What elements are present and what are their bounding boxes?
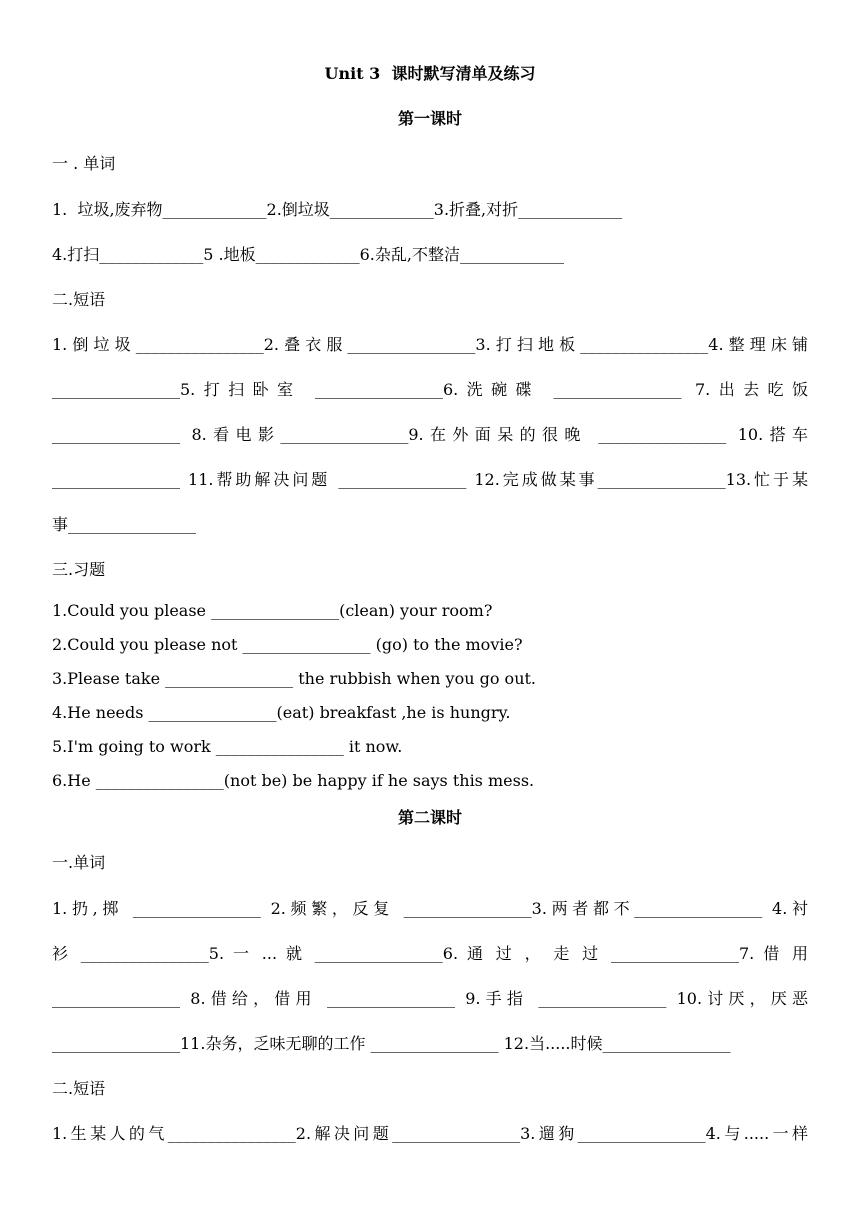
lesson1-phrases-line-5: 事________________ (52, 515, 197, 534)
exercise-item-5: 5.I'm going to work ________________ it now. (52, 737, 403, 756)
lesson2-words-line-1: 1.扔,掷 ________________ 2.频繁，反复 ________________3.两者都不________________ 4.衬 (52, 899, 808, 918)
lesson1-phrases-heading: 二.短语 (52, 290, 106, 309)
lesson2-words-line-3: ________________ 8.借给，借用 ________________ 9.手指 ________________ 10.讨厌，厌恶 (52, 989, 808, 1008)
exercise-item-4: 4.He needs ________________(eat) breakfast ,he is hungry. (52, 703, 511, 722)
lesson2-phrases-heading: 二.短语 (52, 1079, 106, 1098)
lesson2-words-line-2: 衫 ________________5. 一 ... 就 ________________6. 通 过 ， 走 过 ________________7. 借 用 (52, 944, 808, 963)
lesson1-phrases-line-1: 1.倒垃圾________________2.叠衣服________________3.打扫地板________________4.整理床铺 (52, 335, 808, 354)
lesson1-heading: 第一课时 (397, 109, 462, 128)
page-title: Unit 3 课时默写清单及练习 (324, 64, 536, 83)
exercise-item-3: 3.Please take ________________ the rubbish when you go out. (52, 669, 537, 688)
lesson1-words-line-2: 4.打扫_____________5 .地板_____________6.杂乱,不整洁_____________ (52, 245, 564, 264)
lesson2-phrases-line-1: 1.生某人的气________________2.解决问题________________3.遛狗________________4.与.....一样 (52, 1124, 808, 1143)
exercise-item-6: 6.He ________________(not be) be happy if he says this mess. (52, 771, 535, 790)
lesson1-phrases-line-2: ________________5.打扫卧室 ________________6.洗碗碟 ________________ 7.出去吃饭 (52, 380, 808, 399)
lesson2-words-heading: 一.单词 (52, 853, 106, 872)
exercise-item-2: 2.Could you please not ________________ (go) to the movie? (52, 635, 523, 654)
exercise-item-1: 1.Could you please ________________(clean) your room? (52, 601, 493, 620)
lesson1-exercises-heading: 三.习题 (52, 560, 106, 579)
lesson2-heading: 第二课时 (397, 808, 462, 827)
lesson1-words-heading: 一 . 单词 (52, 154, 116, 173)
lesson2-words-line-4: ________________11.杂务，乏味无聊的工作 ________________ 12.当.....时候________________ (52, 1034, 731, 1053)
lesson1-phrases-line-3: ________________ 8.看电影________________9.在外面呆的很晚 ________________ 10.搭车 (52, 425, 808, 444)
lesson1-phrases-line-4: ________________ 11.帮助解决问题 ________________ 12.完成做某事________________13.忙于某 (52, 470, 808, 489)
lesson1-words-line-1: 1. 垃圾,废弃物_____________2.倒垃圾_____________3.折叠,对折_____________ (52, 200, 623, 219)
